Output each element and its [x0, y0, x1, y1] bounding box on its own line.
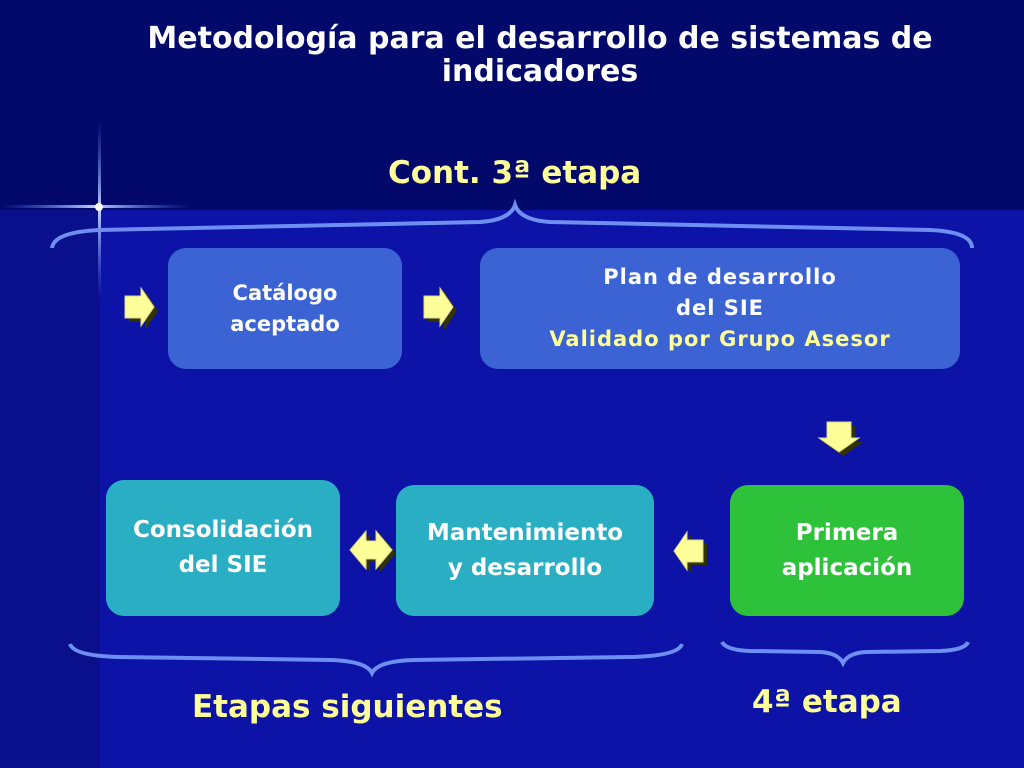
box-mantenimiento-line-2: y desarrollo	[447, 554, 603, 581]
box-mantenimiento-line-1: Mantenimiento	[426, 519, 624, 546]
title-line-2: indicadores	[441, 54, 639, 89]
stage-heading: Cont. 3ª etapa	[388, 155, 642, 191]
box-primera-line-1: Primera	[795, 519, 899, 546]
brace-icon	[722, 642, 968, 663]
box-plan-line-1: Plan de desarrollo	[603, 265, 837, 289]
brace-icon	[52, 205, 972, 248]
box-consolidacion-line-1: Consolidación	[133, 517, 313, 543]
box-mantenimiento-desarrollo	[396, 485, 654, 616]
brace-icon	[70, 644, 682, 673]
right-arrow-icon	[125, 288, 158, 330]
box-consolidacion-line-2: del SIE	[178, 552, 268, 578]
box-primera-line-2: aplicación	[781, 554, 913, 581]
label-cuarta-etapa: 4ª etapa	[752, 684, 902, 720]
left-arrow-icon	[674, 532, 707, 573]
box-plan-line-2: del SIE	[675, 296, 765, 320]
box-consolidacion-sie	[106, 480, 340, 616]
label-etapas-siguientes: Etapas siguientes	[192, 689, 503, 725]
right-arrow-icon	[424, 288, 457, 330]
double-arrow-icon	[350, 531, 396, 572]
box-catalogo-line-2: aceptado	[230, 311, 340, 336]
box-catalogo-aceptado	[168, 248, 402, 369]
title-line-1: Metodología para el desarrollo de sistemas de	[147, 21, 933, 56]
box-plan-desarrollo	[480, 248, 960, 369]
box-primera-aplicacion	[730, 485, 964, 616]
box-plan-line-3: Validado por Grupo Asesor	[549, 327, 891, 351]
down-arrow-icon	[819, 422, 863, 456]
box-catalogo-line-1: Catálogo	[232, 280, 338, 305]
